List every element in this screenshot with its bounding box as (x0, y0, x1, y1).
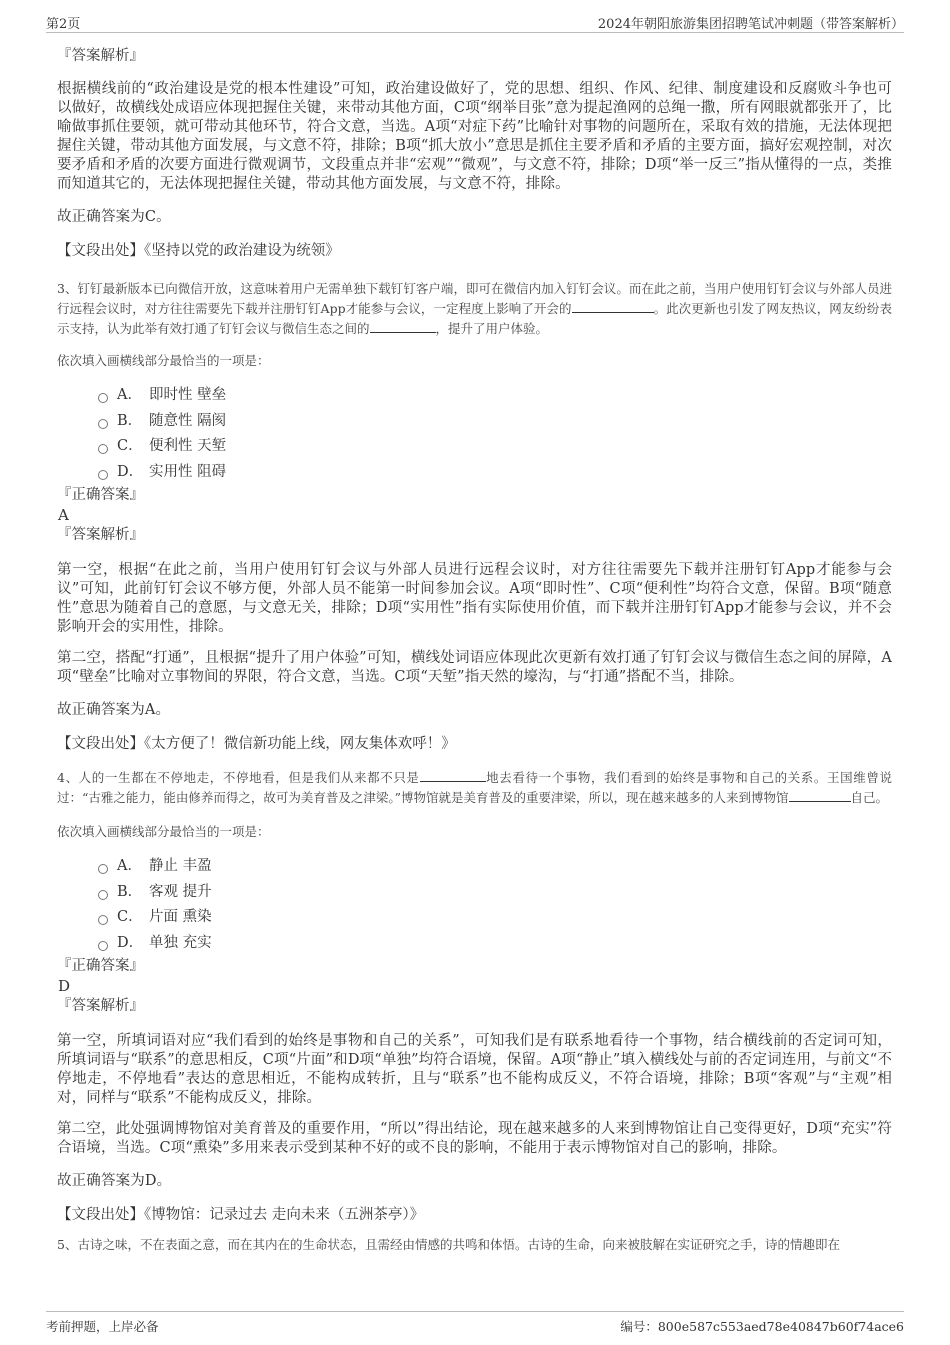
page-number: 第2页 (46, 17, 81, 32)
correct-answer-label: 『正确答案』 (57, 487, 144, 503)
footer-slogan: 考前押题，上岸必备 (46, 1319, 159, 1334)
q5-stem: 5、古诗之味，不在表面之意，而在其内在的生命状态，且需经由情感的共鸣和体悟。古诗的生命，向来被肢解在实证研究之手，诗的情趣即在 (57, 1237, 840, 1252)
q3-analysis-1: 第一空，根据“在此之前，当用户使用钉钉会议与外部人员进行远程会议时，对方往往需要先下载并注册钉钉App才能参与会议”可知，此前钉钉会议不够方便，外部人员不能第一时间参加会议。A项“即时性”、C项“便利性”均符合文意，保留。B项“随意性”意思为随着自己的意愿，与文意无关，排除；D项“实用性”指有实际使用价值，而下载并注册钉钉App才能参与会议，并不会影响开会的实用性，排除。 (57, 562, 892, 635)
analysis-label: 『答案解析』 (57, 527, 144, 543)
q4-analysis-1: 第一空，所填词语对应“我们看到的始终是事物和自己的关系”，可知我们是有联系地看待一个事物，结合横线前的否定词可知，所填词语与“联系”的意思相反，C项“片面”和D项“单独”均符合语境，保留。A项“静止”填入横线处与前的否定词连用，与前文“不停地走，不停地看”表达的意思相近，不能构成转折，且与“联系”也不能构成反义，不符合语境，排除；B项“客观”与“主观”相对，同样与“联系”不能构成反义，排除。 (57, 1033, 892, 1106)
radio-icon[interactable] (98, 915, 108, 925)
page-footer (46, 1311, 904, 1338)
q4-options (57, 854, 892, 956)
q3-option-a[interactable]: A． 即时性 壁垒 (98, 383, 892, 409)
q3-stem-part1: 3、钉钉最新版本已向微信开放，这意味着用户无需单独下载钉钉客户端，即可在微信内加入钉钉会议。而在此之前，当用户使用钉钉会议与外部人员进行远程会议时，对方往往需要先下载并注册钉钉App才能参与会议，一定程度上影响了开会的 (57, 281, 892, 316)
q4-blank-1 (420, 768, 486, 782)
q3-options (57, 383, 892, 485)
q3-analysis-2: 第二空，搭配“打通”，且根据“提升了用户体验”可知，横线处词语应体现此次更新有效打通了钉钉会议与微信生态之间的屏障，A项“壁垒”比喻对立事物间的界限，符合文意，当选。C项“天堑”指天然的壕沟，与“打通”搭配不当，排除。 (57, 650, 892, 685)
analysis-label: 『答案解析』 (57, 48, 144, 64)
radio-icon[interactable] (98, 890, 108, 900)
q4-stem-part3: 自己。 (850, 790, 889, 805)
page-header (46, 10, 904, 33)
radio-icon[interactable] (98, 444, 108, 454)
q4-option-b[interactable]: B． 客观 提升 (98, 880, 892, 906)
q3-option-b[interactable]: B． 随意性 隔阂 (98, 409, 892, 435)
radio-icon[interactable] (98, 941, 108, 951)
q2-source: 【文段出处】《坚持以党的政治建设为统领》 (57, 243, 340, 259)
q4-blank-2 (789, 788, 851, 802)
q4-stem (57, 768, 892, 808)
q4-prompt: 依次填入画横线部分最恰当的一项是： (57, 824, 270, 839)
document-id: 编号：800e587c553aed78e40847b60f74ace6 (620, 1319, 904, 1334)
radio-icon[interactable] (98, 393, 108, 403)
radio-icon[interactable] (98, 470, 108, 480)
q4-source: 【文段出处】《博物馆：记录过去 走向未来（五洲茶亭）》 (57, 1207, 425, 1223)
q3-conclusion: 故正确答案为A。 (57, 702, 171, 718)
q3-option-d[interactable]: D． 实用性 阻碍 (98, 460, 892, 486)
q4-option-d[interactable]: D． 单独 充实 (98, 931, 892, 957)
q4-stem-part1: 4、人的一生都在不停地走，不停地看，但是我们从来都不只是 (57, 770, 420, 785)
q3-blank-1 (572, 299, 654, 313)
correct-answer-label: 『正确答案』 (57, 958, 144, 974)
q4-answer: D (58, 977, 71, 995)
analysis-label: 『答案解析』 (57, 998, 144, 1014)
q3-source: 【文段出处】《太方便了！微信新功能上线，网友集体欢呼！》 (57, 736, 456, 752)
q3-prompt: 依次填入画横线部分最恰当的一项是： (57, 353, 270, 368)
q3-answer: A (58, 506, 69, 524)
radio-icon[interactable] (98, 864, 108, 874)
q4-stem-part2: 地去看待一个事物，我们看到的始终是事物和自己的关系。王国维曾说过：“古雅之能力，能由修养而得之，故可为美育普及之津梁。”博物馆就是美育普及的重要津梁，所以，现在越来越多的人来到博物馆 (57, 770, 892, 805)
q2-analysis: 根据横线前的“政治建设是党的根本性建设”可知，政治建设做好了，党的思想、组织、作风、纪律、制度建设和反腐败斗争也可以做好，故横线处成语应体现把握住关键，来带动其他方面，C项“纲举目张”意为提起渔网的总绳一撒，所有网眼就都张开了，比喻做事抓住要领，就可带动其他环节，符合文意，当选。A项“对症下药”比喻针对事物的问题所在，采取有效的措施，无法体现把握住关键，带动其他方面发展，与文意不符，排除；B项“抓大放小”意思是抓住主要矛盾和矛盾的主要方面，搞好宏观控制，对次要矛盾和矛盾的次要方面进行微观调节，文段重点并非“宏观”“微观”，与文意不符，排除；D项“举一反三”指从懂得的一点，类推而知道其它的，无法体现把握住关键，带动其他方面发展，与文意不符，排除。 (57, 81, 892, 192)
q4-conclusion: 故正确答案为D。 (57, 1173, 172, 1189)
page-content (57, 46, 892, 1255)
radio-icon[interactable] (98, 419, 108, 429)
q4-option-a[interactable]: A． 静止 丰盈 (98, 854, 892, 880)
q2-conclusion: 故正确答案为C。 (57, 209, 171, 225)
q3-stem (57, 279, 892, 339)
document-title: 2024年朝阳旅游集团招聘笔试冲刺题（带答案解析） (597, 17, 904, 32)
q4-option-c[interactable]: C． 片面 熏染 (98, 905, 892, 931)
q3-option-c[interactable]: C． 便利性 天堑 (98, 434, 892, 460)
q4-analysis-2: 第二空，此处强调博物馆对美育普及的重要作用，“所以”得出结论，现在越来越多的人来到博物馆让自己变得更好，D项“充实”符合语境，当选。C项“熏染”多用来表示受到某种不好的或不良的影响，不能用于表示博物馆对自己的影响，排除。 (57, 1121, 892, 1156)
q3-stem-part3: ，提升了用户体验。 (435, 321, 549, 336)
q3-blank-2 (370, 319, 436, 333)
q3-stem-part2: 。此次更新也引发了网友热议，网友纷纷表示支持，认为此举有效打通了钉钉会议与微信生态之间的 (57, 301, 892, 336)
